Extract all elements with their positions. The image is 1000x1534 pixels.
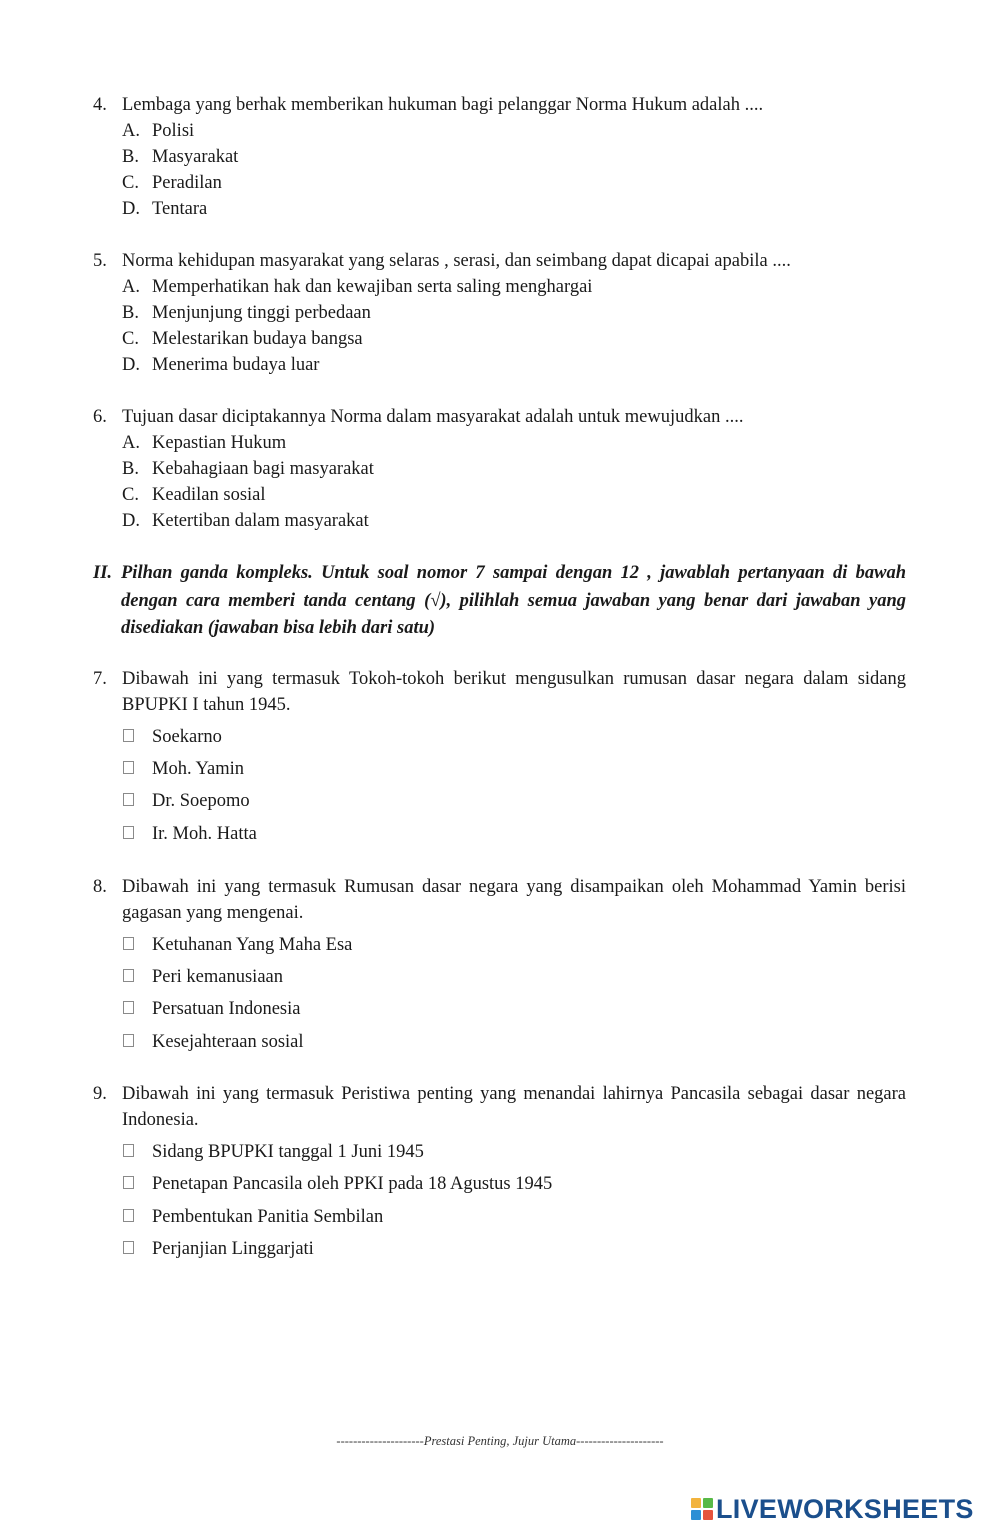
grid-logo-icon: [691, 1498, 713, 1520]
checkbox[interactable]: [123, 729, 134, 742]
checkbox-label: Perjanjian Linggarjati: [152, 1239, 314, 1259]
checkbox-label: Sidang BPUPKI tanggal 1 Juni 1945: [152, 1142, 424, 1162]
option-text: Tentara: [152, 199, 208, 219]
checkbox[interactable]: [123, 793, 134, 806]
option-text: Polisi: [152, 121, 195, 141]
option-letter: B.: [122, 459, 139, 479]
checkbox-label: Dr. Soepomo: [152, 791, 250, 811]
option-letter: C.: [122, 173, 139, 193]
option-b[interactable]: [122, 144, 238, 170]
checkbox-label: Soekarno: [152, 727, 222, 747]
logo-square-red: [703, 1510, 713, 1520]
question-text: Lembaga yang berhak memberikan hukuman bagi pelanggar Norma Hukum adalah ....: [122, 95, 764, 115]
checkbox-label: Pembentukan Panitia Sembilan: [152, 1207, 384, 1227]
question-text: Dibawah ini yang termasuk Tokoh-tokoh berikut mengusulkan rumusan dasar negara dalam sidang BPUPKI I tahun 1945.: [122, 669, 906, 715]
checkbox[interactable]: [123, 1209, 134, 1222]
checkbox-label: Persatuan Indonesia: [152, 999, 301, 1019]
option-b[interactable]: [122, 456, 374, 482]
question-text: Dibawah ini yang termasuk Rumusan dasar negara yang disampaikan oleh Mohammad Yamin berisi gagasan yang mengenai.: [122, 877, 906, 923]
option-a[interactable]: [122, 430, 286, 456]
option-letter: A.: [122, 433, 140, 453]
section-text: Pilhan ganda kompleks. Untuk soal nomor 7 sampai dengan 12 , jawablah pertanyaan di bawah dengan cara memberi tanda centang (√), pilihlah semua jawaban yang benar dari jawaban yang disediakan (jawaban bisa lebih dari satu): [121, 563, 906, 638]
option-a[interactable]: [122, 118, 194, 144]
question-text: Tujuan dasar diciptakannya Norma dalam masyarakat adalah untuk mewujudkan ....: [122, 407, 744, 427]
option-letter: A.: [122, 277, 140, 297]
option-c[interactable]: [122, 326, 363, 352]
checkbox[interactable]: [123, 826, 134, 839]
option-a[interactable]: [122, 274, 592, 300]
checkbox[interactable]: [123, 969, 134, 982]
option-letter: B.: [122, 303, 139, 323]
section-number: II.: [93, 563, 113, 583]
checkbox[interactable]: [123, 1034, 134, 1047]
option-text: Ketertiban dalam masyarakat: [152, 511, 369, 531]
option-b[interactable]: [122, 300, 371, 326]
checkbox-label: Penetapan Pancasila oleh PPKI pada 18 Agustus 1945: [152, 1174, 553, 1194]
option-c[interactable]: [122, 170, 222, 196]
checkbox[interactable]: [123, 937, 134, 950]
option-d[interactable]: [122, 352, 319, 378]
option-letter: D.: [122, 355, 140, 375]
checkbox[interactable]: [123, 1176, 134, 1189]
option-text: Memperhatikan hak dan kewajiban serta saling menghargai: [152, 277, 593, 297]
question-number: 4.: [93, 95, 107, 115]
option-text: Melestarikan budaya bangsa: [152, 329, 363, 349]
question-number: 8.: [93, 877, 107, 897]
option-d[interactable]: [122, 196, 207, 222]
option-letter: A.: [122, 121, 140, 141]
checkbox[interactable]: [123, 1241, 134, 1254]
checkbox-label: Ir. Moh. Hatta: [152, 824, 257, 844]
option-letter: B.: [122, 147, 139, 167]
option-d[interactable]: [122, 508, 369, 534]
option-text: Masyarakat: [152, 147, 239, 167]
option-text: Menerima budaya luar: [152, 355, 320, 375]
question-number: 6.: [93, 407, 107, 427]
option-letter: D.: [122, 511, 140, 531]
question-number: 9.: [93, 1084, 107, 1104]
question-text: Norma kehidupan masyarakat yang selaras , serasi, dan seimbang dapat dicapai apabila ....: [122, 251, 791, 271]
checkbox[interactable]: [123, 1001, 134, 1014]
liveworksheets-logo: [691, 1494, 974, 1524]
logo-square-blue: [691, 1510, 701, 1520]
option-letter: D.: [122, 199, 140, 219]
checkbox-label: Ketuhanan Yang Maha Esa: [152, 935, 353, 955]
question-number: 7.: [93, 669, 107, 689]
option-text: Kepastian Hukum: [152, 433, 287, 453]
logo-square-yellow: [691, 1498, 701, 1508]
checkbox-label: Kesejahteraan sosial: [152, 1032, 304, 1052]
option-text: Keadilan sosial: [152, 485, 266, 505]
question-number: 5.: [93, 251, 107, 271]
checkbox-label: Peri kemanusiaan: [152, 967, 283, 987]
option-text: Menjunjung tinggi perbedaan: [152, 303, 371, 323]
brand-name: LIVEWORKSHEETS: [716, 1493, 974, 1524]
option-text: Peradilan: [152, 173, 222, 193]
option-letter: C.: [122, 329, 139, 349]
checkbox-label: Moh. Yamin: [152, 759, 245, 779]
option-letter: C.: [122, 485, 139, 505]
option-c[interactable]: [122, 482, 266, 508]
page-footer: ---------------------Prestasi Penting, Jujur Utama---------------------: [336, 1434, 664, 1448]
option-text: Kebahagiaan bagi masyarakat: [152, 459, 374, 479]
checkbox[interactable]: [123, 1144, 134, 1157]
checkbox[interactable]: [123, 761, 134, 774]
question-text: Dibawah ini yang termasuk Peristiwa penting yang menandai lahirnya Pancasila sebagai dasar negara Indonesia.: [122, 1084, 906, 1130]
logo-square-green: [703, 1498, 713, 1508]
